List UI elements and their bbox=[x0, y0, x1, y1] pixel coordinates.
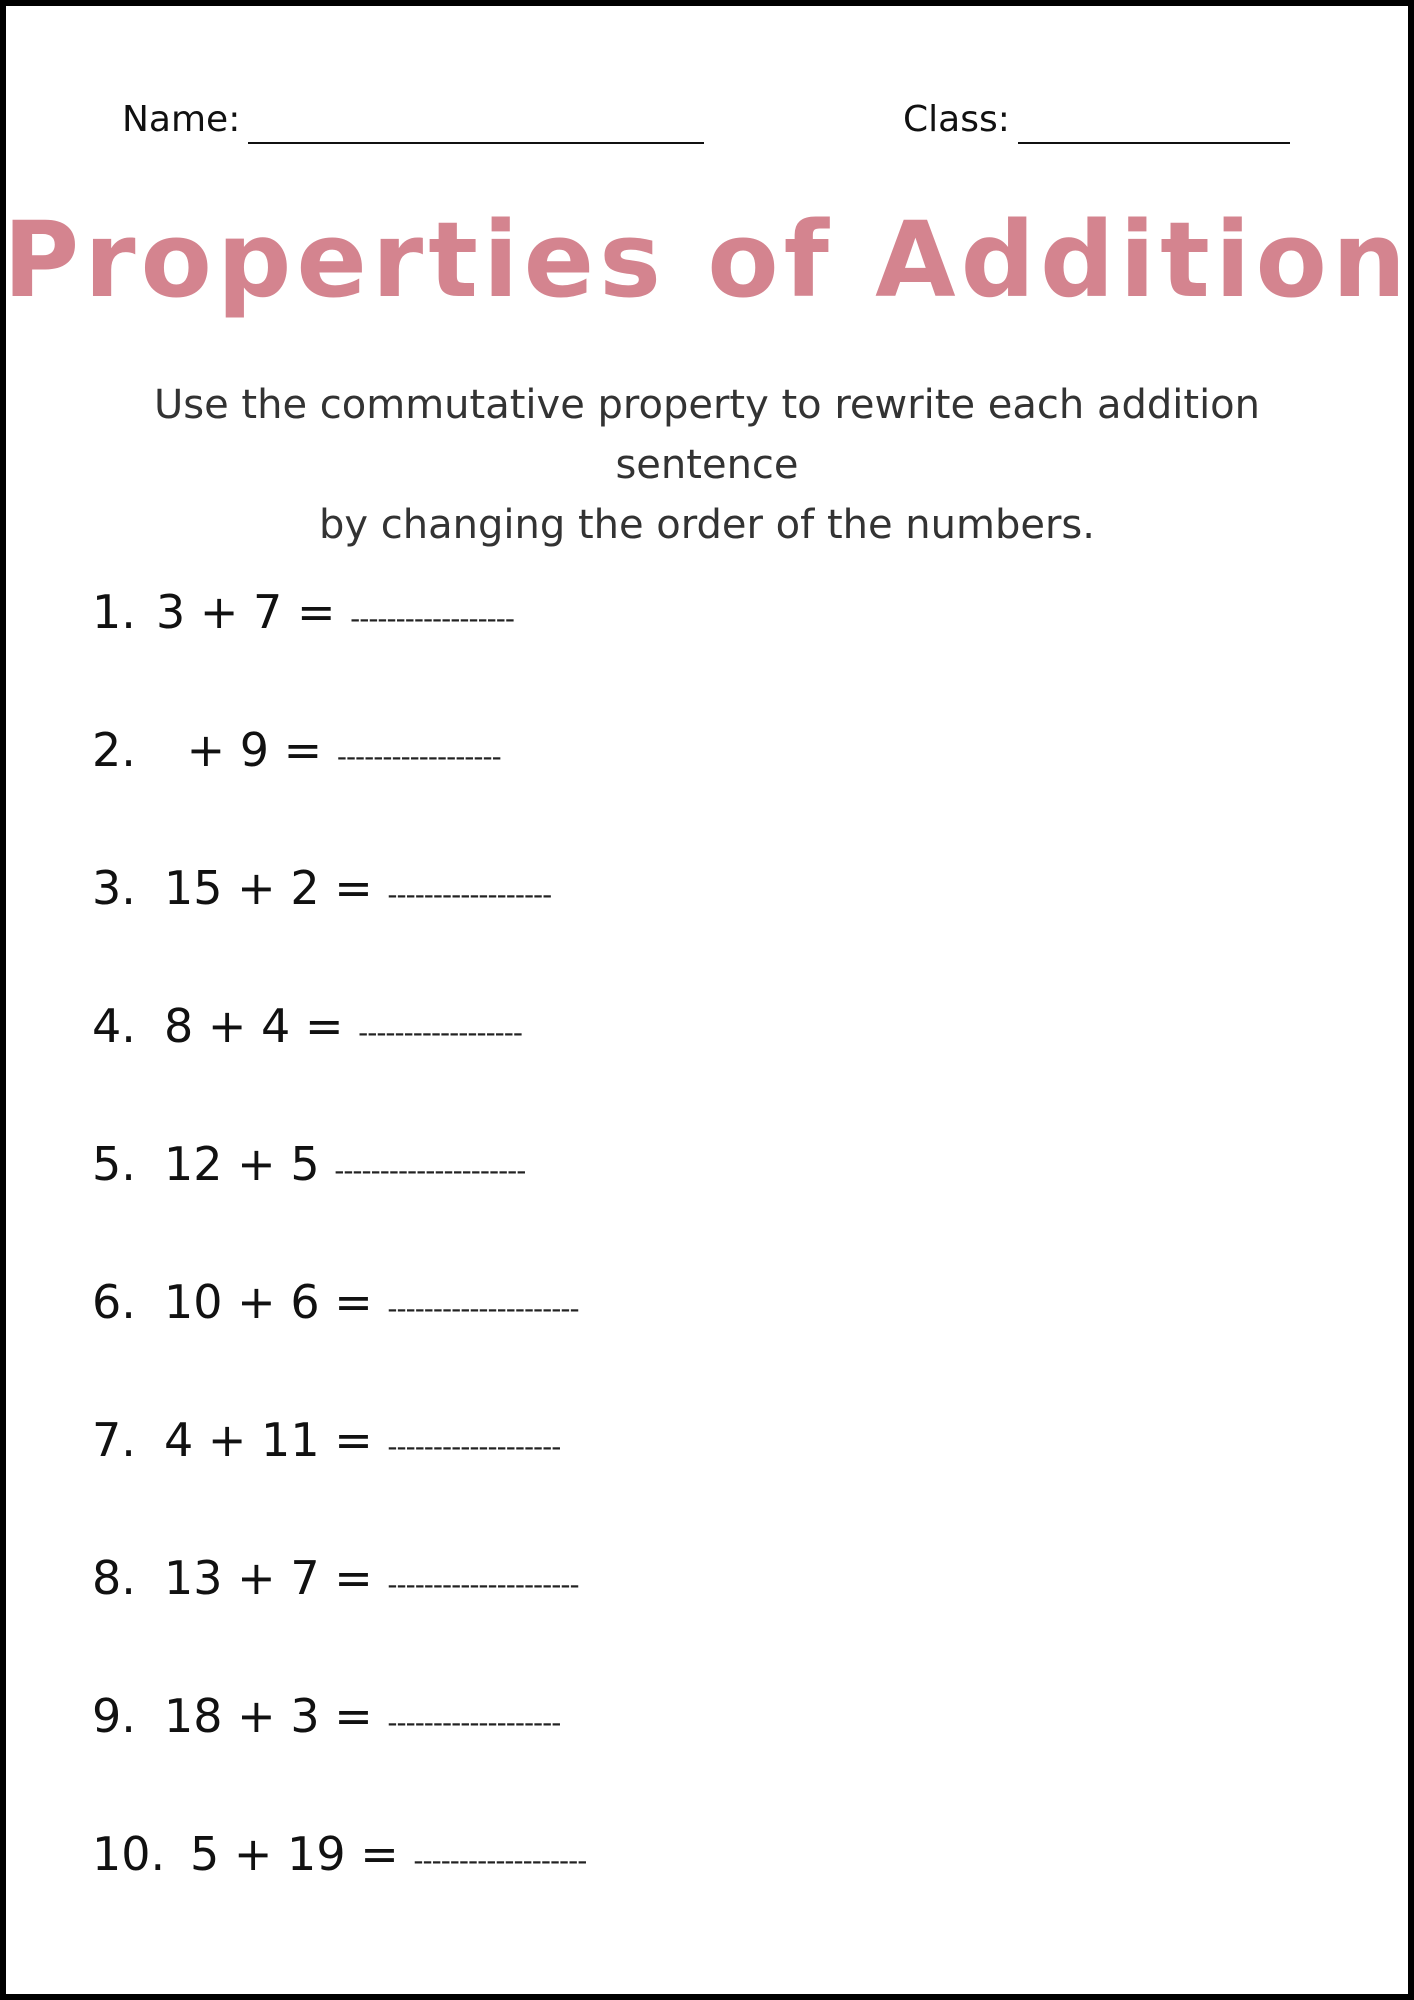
answer-blank[interactable]: --------------------- bbox=[387, 1292, 579, 1325]
problem-number: 2. bbox=[92, 723, 136, 777]
problem-expression: 12 + 5 bbox=[164, 1137, 320, 1191]
problem-7 bbox=[92, 1410, 560, 1470]
answer-blank[interactable]: ------------------ bbox=[358, 1016, 522, 1049]
problem-number: 5. bbox=[92, 1137, 136, 1191]
problem-number: 4. bbox=[92, 999, 136, 1053]
class-label: Class: bbox=[903, 99, 1010, 140]
problem-1 bbox=[92, 582, 514, 642]
answer-blank[interactable]: ------------------ bbox=[350, 602, 514, 635]
problem-6 bbox=[92, 1272, 579, 1332]
problem-number: 3. bbox=[92, 861, 136, 915]
problem-number: 1. bbox=[92, 585, 136, 639]
problem-4 bbox=[92, 996, 522, 1056]
problem-3 bbox=[92, 858, 551, 918]
problem-expression: 18 + 3 = bbox=[164, 1689, 373, 1743]
problem-number: 7. bbox=[92, 1413, 136, 1467]
problem-expression: + 9 = bbox=[172, 723, 323, 777]
problem-5 bbox=[92, 1134, 525, 1194]
problem-expression: 4 + 11 = bbox=[164, 1413, 373, 1467]
problem-expression: 15 + 2 = bbox=[164, 861, 373, 915]
problem-9 bbox=[92, 1686, 560, 1746]
instructions bbox=[70, 375, 1344, 555]
answer-blank[interactable]: ------------------- bbox=[387, 1706, 561, 1739]
problem-number: 9. bbox=[92, 1689, 136, 1743]
answer-blank[interactable]: ------------------- bbox=[387, 1430, 561, 1463]
answer-blank[interactable]: ------------------ bbox=[387, 878, 552, 911]
problem-expression: 3 + 7 = bbox=[156, 585, 336, 639]
answer-blank[interactable]: ------------------- bbox=[413, 1844, 587, 1877]
problem-expression: 5 + 19 = bbox=[190, 1827, 399, 1881]
name-input-line[interactable] bbox=[248, 142, 704, 144]
answer-blank[interactable]: ------------------ bbox=[336, 740, 501, 773]
page-title: Properties of Addition bbox=[2, 199, 1412, 321]
name-field bbox=[122, 90, 704, 146]
problem-2 bbox=[92, 720, 501, 780]
header-fields bbox=[0, 90, 1414, 146]
problem-number: 6. bbox=[92, 1275, 136, 1329]
answer-blank[interactable]: --------------------- bbox=[387, 1568, 579, 1601]
problem-expression: 10 + 6 = bbox=[164, 1275, 373, 1329]
problem-expression: 8 + 4 = bbox=[164, 999, 344, 1053]
problem-expression: 13 + 7 = bbox=[164, 1551, 373, 1605]
answer-blank[interactable]: --------------------- bbox=[334, 1154, 526, 1187]
class-field bbox=[903, 90, 1290, 146]
problem-number: 10. bbox=[92, 1827, 166, 1881]
class-input-line[interactable] bbox=[1018, 142, 1290, 144]
problem-number: 8. bbox=[92, 1551, 136, 1605]
instructions-line-1: Use the commutative property to rewrite each addition sentence bbox=[153, 382, 1260, 488]
problem-10 bbox=[92, 1824, 586, 1884]
problem-8 bbox=[92, 1548, 579, 1608]
instructions-line-2: by changing the order of the numbers. bbox=[319, 502, 1095, 548]
name-label: Name: bbox=[122, 99, 241, 140]
